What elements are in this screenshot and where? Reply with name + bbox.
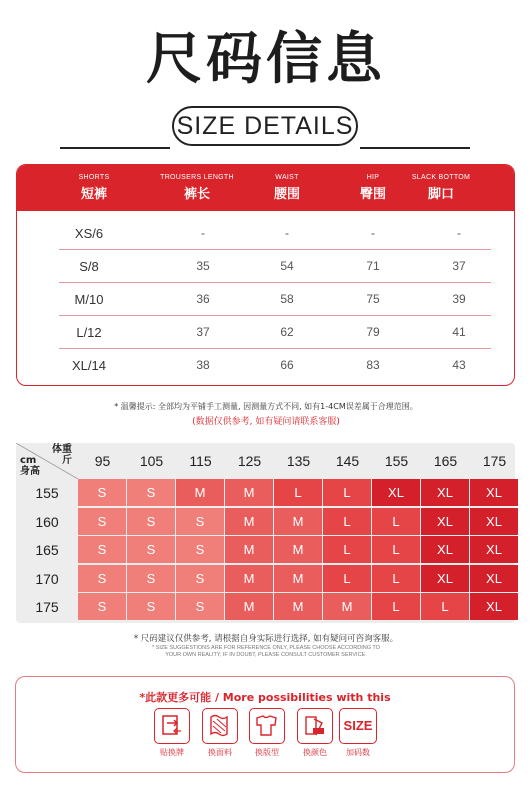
table-row: S/8 35 54 71 37 [59,250,491,283]
size-cell: XL [421,479,469,506]
size-cell: S [176,536,224,563]
size-cell: S [127,508,175,535]
size-cell: XL [470,565,518,592]
swap-label-caption: 贴换牌 [160,748,184,757]
height-header: 160 [35,513,59,530]
size-cell: XL [421,565,469,592]
size-cell: M [274,565,322,592]
title-rule-left [60,147,170,149]
size-cell: L [421,593,469,620]
size-text-icon: SIZE [339,708,377,744]
size-cell: XL [470,508,518,535]
size-cell: L [372,536,420,563]
size-cell: M [225,508,273,535]
weight-header: 95 [94,453,111,469]
size-cell: L [372,593,420,620]
size-cell: XL [421,536,469,563]
weight-header: 135 [286,453,311,469]
size-cell: S [78,508,126,535]
size-cell: L [274,479,322,506]
size-cell: M [225,536,273,563]
size-cell: L [323,565,371,592]
header-trousers-length: TROUSERS LENGTH 裤长 [160,174,234,202]
size-cell: XL [470,593,518,620]
size-cell: XL [470,536,518,563]
weight-header: 105 [139,453,164,469]
table-row: XS/6 - - - - [59,217,491,250]
height-header: 175 [35,599,59,616]
header-waist: WAIST 腰围 [273,174,300,202]
size-table [16,164,515,386]
header-slack-bottom: SLACK BOTTOM 脚口 [411,174,471,202]
size-cell: L [323,536,371,563]
reference-note: (数据仅供参考, 如有疑问请联系客服) [192,417,340,427]
size-cell: M [274,593,322,620]
size-cell: S [176,508,224,535]
size-cell: M [225,593,273,620]
weight-header: 155 [384,453,409,469]
size-caption: 加码数 [346,748,370,757]
height-header: 155 [35,485,59,501]
size-cell: L [323,479,371,506]
fabric-caption: 换面料 [208,748,232,757]
title-rule-right [360,147,470,149]
size-cell: L [372,508,420,535]
weight-axis-label: 体重 斤 [52,444,72,466]
possibilities-title: *此款更多可能 / More possibilities with this [139,691,391,704]
weight-header: 125 [237,453,262,469]
garment-shape-icon [249,708,285,744]
swap-label-icon [154,708,190,744]
subtitle-pill [172,106,358,146]
size-cell: M [323,593,371,620]
size-cell: S [78,536,126,563]
size-table-header [17,165,514,211]
page-subtitle: SIZE DETAILS [176,112,354,140]
size-cell: S [78,479,126,506]
size-cell: L [323,508,371,535]
size-cell: S [78,565,126,592]
table-row: XL/14 38 66 83 43 [72,358,466,373]
size-cell: S [127,536,175,563]
size-cell: M [225,479,273,506]
size-recommendation-grid [16,443,515,623]
size-cell: S [176,565,224,592]
size-cell: M [225,565,273,592]
size-cell: S [78,593,126,620]
height-header: 170 [35,570,59,587]
header-hip: HIP 臀围 [359,174,386,202]
measurement-note: * 温馨提示: 全部均为平铺手工测量, 因测量方式不同, 如有1-4CM误差属于合理范围。 [114,402,418,411]
size-cell: XL [421,508,469,535]
size-cell: M [274,508,322,535]
size-cell: M [274,536,322,563]
weight-header: 115 [189,453,212,469]
size-cell: XL [470,479,518,506]
size-cell: L [372,565,420,592]
weight-header: 175 [482,453,507,469]
shape-caption: 换版型 [255,748,279,757]
suggestion-note-en: * SIZE SUGGESTIONS ARE FOR REFERENCE ONLY, PLEASE CHOOSE ACCORDING TO YOUR OWN REALITY, IF IN DOUBT, PLEASE CONSULT CUSTOMER SERVICE. [152,645,380,658]
height-axis-label: cm 身高 [20,455,40,477]
size-cell: S [176,593,224,620]
height-header: 165 [35,542,59,559]
size-cell: M [176,479,224,506]
size-cell: S [127,565,175,592]
table-row: L/12 37 62 79 41 [59,316,491,349]
fabric-swatch-icon [202,708,238,744]
weight-header: 145 [335,453,360,469]
weight-header: 165 [433,453,458,469]
size-cell: S [127,479,175,506]
possibilities-card [15,676,515,773]
grid-corner [16,443,78,479]
suggestion-note: * 尺码建议仅供参考, 请根据自身实际进行选择, 如有疑问可咨询客服。 [133,634,399,644]
color-swatch-icon [297,708,333,744]
size-cell: S [127,593,175,620]
color-caption: 换颜色 [303,748,327,757]
header-shorts: SHORTS 短裤 [78,174,110,202]
table-row: M/10 36 58 75 39 [59,283,491,316]
size-cell: XL [372,479,420,506]
page-title: 尺码信息 [146,27,386,92]
